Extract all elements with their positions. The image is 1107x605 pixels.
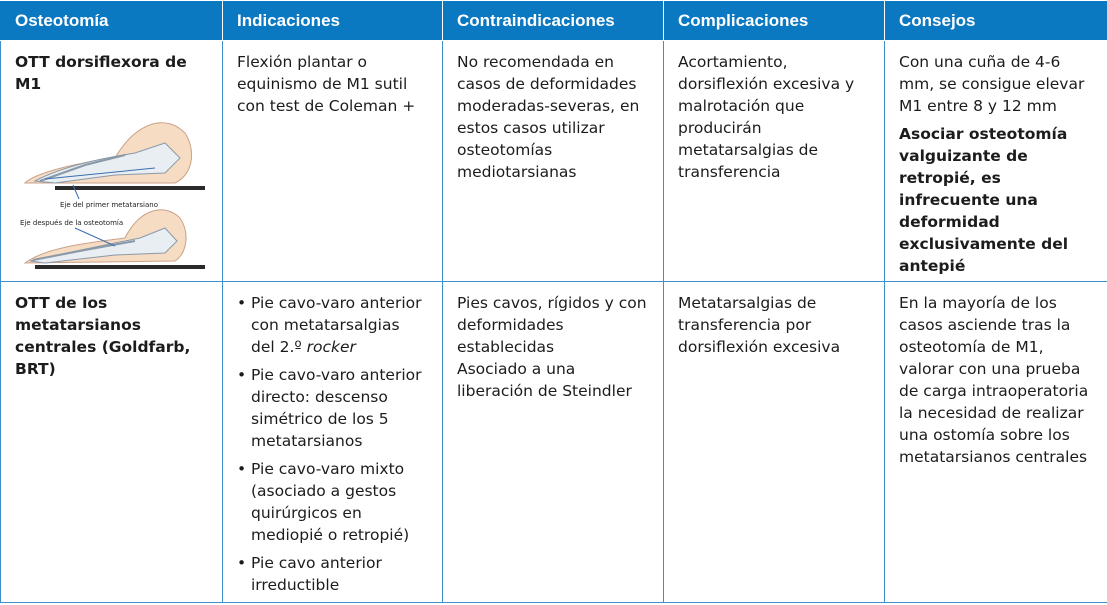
complication-text: Acortamiento, dorsiflexión excesiva y malrotación que producirán metatarsalgias de transferencia — [678, 53, 855, 181]
list-item-text: Pie cavo anterior irreductible — [251, 554, 382, 594]
indications-cell — [223, 282, 443, 603]
table-header-row — [1, 1, 1107, 41]
table-row — [1, 41, 1107, 282]
list-item-text: Pie cavo-varo mixto (asociado a gestos quirúrgicos en mediopié o retropié) — [251, 460, 410, 544]
list-item — [237, 364, 428, 452]
figure-label-1: Eje del primer metatarsiano — [60, 201, 158, 209]
header-osteotomy: Osteotomía — [1, 1, 223, 41]
advice-text: En la mayoría de los casos asciende tras la osteotomía de M1, valorar con una prueba de carga intraoperatoria la necesidad de realizar una ostomía sobre los metatarsianos centrales — [899, 294, 1089, 466]
complications-cell — [664, 282, 885, 603]
bullet-icon: • — [237, 554, 247, 572]
header-contraindications: Contraindicaciones — [443, 1, 664, 41]
advice-text: Con una cuña de 4-6 mm, se consigue elevar M1 entre 8 y 12 mm — [899, 53, 1085, 115]
complication-text: Metatarsalgias de transferencia por dorsiflexión excesiva — [678, 294, 841, 356]
osteotomy-name: OTT dorsiflexora de M1 — [15, 53, 187, 93]
contraindication-text-2: Asociado a una liberación de Steindler — [457, 360, 632, 400]
list-item — [237, 458, 428, 546]
indication-text: Flexión plantar o equinismo de M1 sutil con test de Coleman + — [237, 53, 416, 115]
foot-before-osteotomy — [25, 123, 205, 199]
header-indications: Indicaciones — [223, 1, 443, 41]
list-item-text: Pie cavo-varo anterior directo: descenso simétrico de los 5 metatarsianos — [251, 366, 422, 450]
advice-cell — [885, 41, 1107, 282]
advice-bold-text: Asociar osteotomía valguizante de retropié, es infrecuente una deformidad exclusivamente del antepié — [899, 125, 1069, 275]
foot-illustration — [15, 103, 205, 273]
indications-list — [237, 292, 428, 596]
list-item — [237, 552, 428, 596]
list-item-text: Pie cavo-varo anterior con metatarsalgias del 2.º — [251, 294, 422, 356]
advice-cell — [885, 282, 1107, 603]
contraindication-text: No recomendada en casos de deformidades moderadas-severas, en estos casos utilizar osteotomías mediotarsianas — [457, 53, 640, 181]
figure-label-2: Eje después de la osteotomía — [20, 219, 124, 227]
contraindications-cell — [443, 41, 664, 282]
bullet-icon: • — [237, 460, 247, 478]
contraindications-cell — [443, 282, 664, 603]
header-complications: Complicaciones — [664, 1, 885, 41]
indications-cell — [223, 41, 443, 282]
osteotomy-cell — [1, 282, 223, 603]
bullet-icon: • — [237, 294, 247, 312]
table-row — [1, 282, 1107, 603]
osteotomy-cell — [1, 41, 223, 282]
header-advice: Consejos — [885, 1, 1107, 41]
contraindication-text: Pies cavos, rígidos y con deformidades establecidas — [457, 294, 647, 356]
list-item-italic: rocker — [306, 338, 356, 356]
complications-cell — [664, 41, 885, 282]
bullet-icon: • — [237, 366, 247, 384]
list-item — [237, 292, 428, 358]
osteotomy-name: OTT de los metatarsianos centrales (Goldfarb, BRT) — [15, 294, 191, 378]
